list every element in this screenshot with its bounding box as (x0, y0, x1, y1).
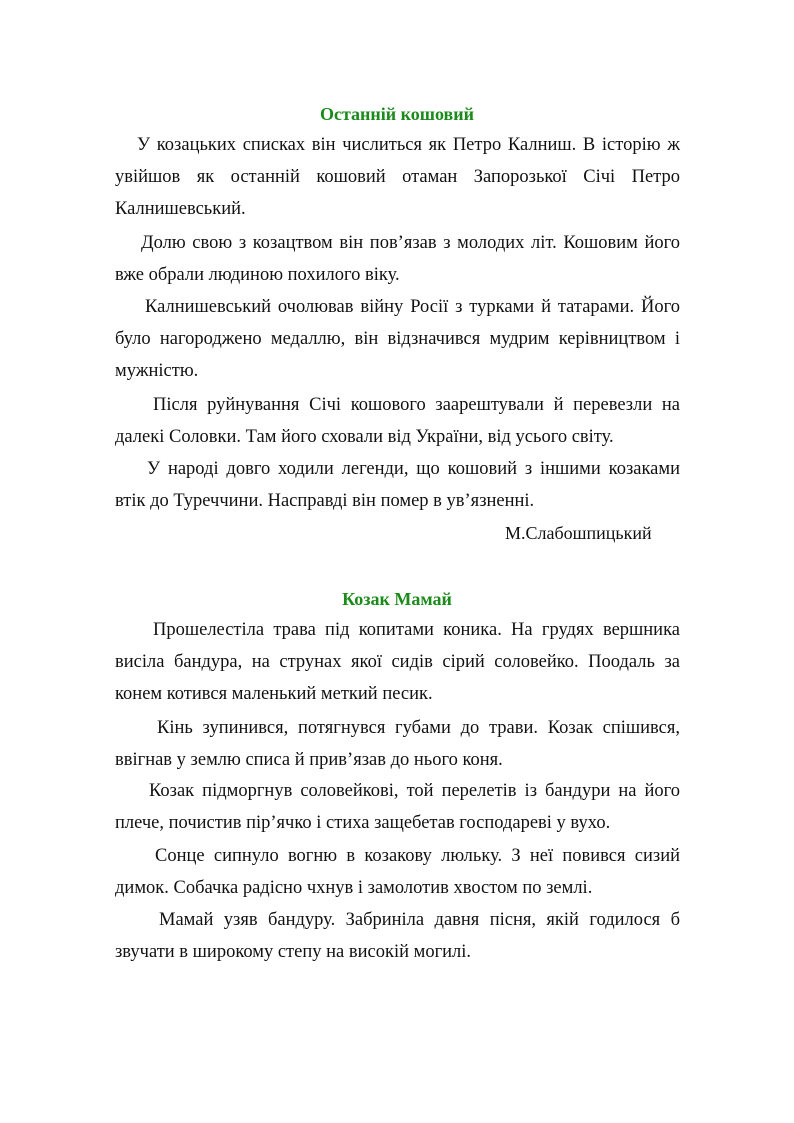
author-signature: М.Слабошпицький (505, 523, 652, 543)
paragraph: Сонце сипнуло вогню в козакову люльку. З неї повився сизий димок. Собачка радісно чхнув і замолотив хвостом по землі. (115, 846, 680, 898)
paragraph: Після руйнування Січі кошового заарештували й перевезли на далекі Соловки. Там його сховали від України, від усього світу. (115, 395, 680, 447)
paragraph: Козак підморгнув соловейкові, той перелетів із бандури на його плече, почистив пір’ячко і стиха защебетав господареві у вухо. (115, 781, 680, 833)
paragraph: Мамай узяв бандуру. Забриніла давня пісня, якій годилося б звучати в широкому степу на високій могилі. (115, 910, 680, 962)
section-title-last-koshovyi: Останній кошовий (319, 104, 474, 124)
section-title-kozak-mamai: Козак Мамай (342, 589, 452, 609)
paragraph: У козацьких списках він числиться як Петро Калниш. В історію ж увійшов як останній кошовий отаман Запорозької Січі Петро Калнишевський. (115, 135, 680, 219)
paragraph: У народі довго ходили легенди, що кошовий з іншими козаками втік до Туреччини. Насправді він помер в ув’язненні. (115, 459, 680, 511)
paragraph: Долю свою з козацтвом він пов’язав з молодих літ. Кошовим його вже обрали людиною похилого віку. (115, 233, 680, 285)
paragraph: Калнишевський очолював війну Росії з турками й татарами. Його було нагороджено медаллю, він відзначився мудрим керівництвом і мужністю. (115, 297, 680, 381)
paragraph: Прошелестіла трава під копитами коника. На грудях вершника висіла бандура, на струнах якої сидів сірий соловейко. Поодаль за конем котився маленький меткий песик. (115, 620, 680, 704)
paragraph: Кінь зупинився, потягнувся губами до трави. Козак спішився, ввігнав у землю списа й прив’язав до нього коня. (115, 718, 680, 770)
